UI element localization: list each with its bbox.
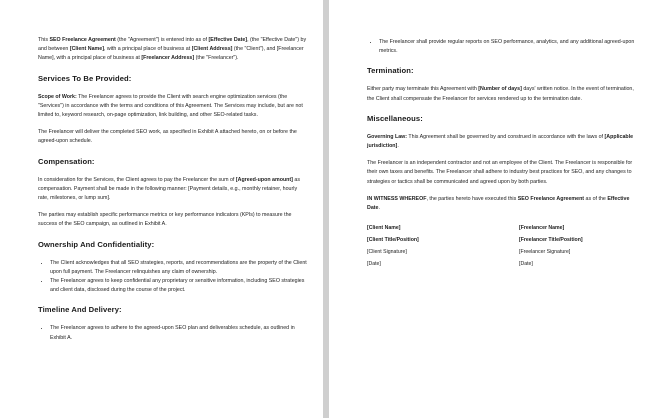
timeline-heading: Timeline And Delivery: [38,305,122,315]
timeline-list [38,324,307,342]
witness-paragraph: IN WITNESS WHEREOF, the parties hereto have executed this SEO Freelance Agreement as of the Effective Date. [367,195,630,212]
document-page-2 [329,0,652,418]
miscellaneous-heading: Miscellaneous: [367,113,423,123]
freelancer-signature: [Freelancer Signature] [519,248,571,255]
compensation-heading: Compensation: [38,156,95,166]
scope-paragraph: Scope of Work: The Freelancer agrees to provide the Client with search engine optimization services (the "Services") in accordance with the terms and conditions of this Agreement. The Services may include, but are not limited to, keyword research, on-page optimization, link building, and other SEO-related tasks. [38,93,303,119]
client-signature-column [367,223,419,270]
client-name: [Client Name] [367,225,401,232]
contractor-paragraph: The Freelancer is an independent contractor and not an employee of the Client. The Freelancer is responsible for their own taxes and benefits. The Freelancer shall adhere to industry best practices for SEO, and any changes to strategies or tactics shall be communicated and agreed upon by both parties. [367,160,633,185]
governing-law-paragraph: Governing Law: This Agreement shall be governed by and construed in accordance with the laws of [Applicable jurisdiction]. [367,133,634,150]
list-item: • The Freelancer agrees to keep confidential any proprietary or sensitive information, including SEO strategies and client data, disclosed during the course of the project. [50,277,307,295]
freelancer-name: [Freelancer Name] [519,225,565,232]
freelancer-date: [Date] [519,260,533,267]
termination-heading: Termination: [367,66,414,76]
client-title: [Client Title/Position] [367,237,419,244]
delivery-paragraph: The Freelancer will deliver the completed SEO work, as specified in Exhibit A attached hereto, on or before the agreed-upon schedule. [38,129,297,145]
intro-paragraph: This SEO Freelance Agreement (the "Agreement") is entered into as of [Effective Date], (the "Effective Date") by and between [Client Name], with a principal place of business at [Client Address] (the "Client"), and [Freelancer Name], with a principal place of business at [Freelancer Address] (the "Freelancer"). [38,37,307,62]
ownership-heading: Ownership And Confidentiality: [38,239,155,249]
list-item: • The Freelancer shall provide regular reports on SEO performance, analytics, and any additional agreed-upon metrics. [379,38,636,56]
compensation-paragraph: In consideration for the Services, the Client agrees to pay the Freelancer the sum of [Agreed-upon amount] as compensation. Payment shall be made in the following manner: [Payment details, e.g., monthly retainer, hourly rate, milestones, or lump sum]. [38,176,301,202]
services-heading: Services To Be Provided: [38,73,132,83]
signature-block [367,223,636,271]
client-date: [Date] [367,260,381,267]
list-item: • The Client acknowledges that all SEO strategies, reports, and recommendations are the property of the Client upon full payment. The Freelancer relinquishes any claim of ownership. [50,259,307,277]
list-item: • The Freelancer agrees to adhere to the agreed-upon SEO plan and deliverables schedule, as outlined in Exhibit A. [50,324,307,342]
ownership-list [38,259,307,296]
termination-paragraph: Either party may terminate this Agreement with [Number of days] days' written notice. In the event of termination, the Client shall compensate the Freelancer for services rendered up to the termination date. [367,86,634,102]
kpi-paragraph: The parties may establish specific performance metrics or key performance indicators (KPIs) to measure the success of the SEO campaign, as outlined in Exhibit A. [38,212,292,228]
freelancer-signature-column [519,223,583,270]
timeline-list-continued [367,38,636,56]
freelancer-title: [Freelancer Title/Position] [519,237,583,244]
document-page-1 [0,0,323,418]
client-signature: [Client Signature] [367,248,407,255]
